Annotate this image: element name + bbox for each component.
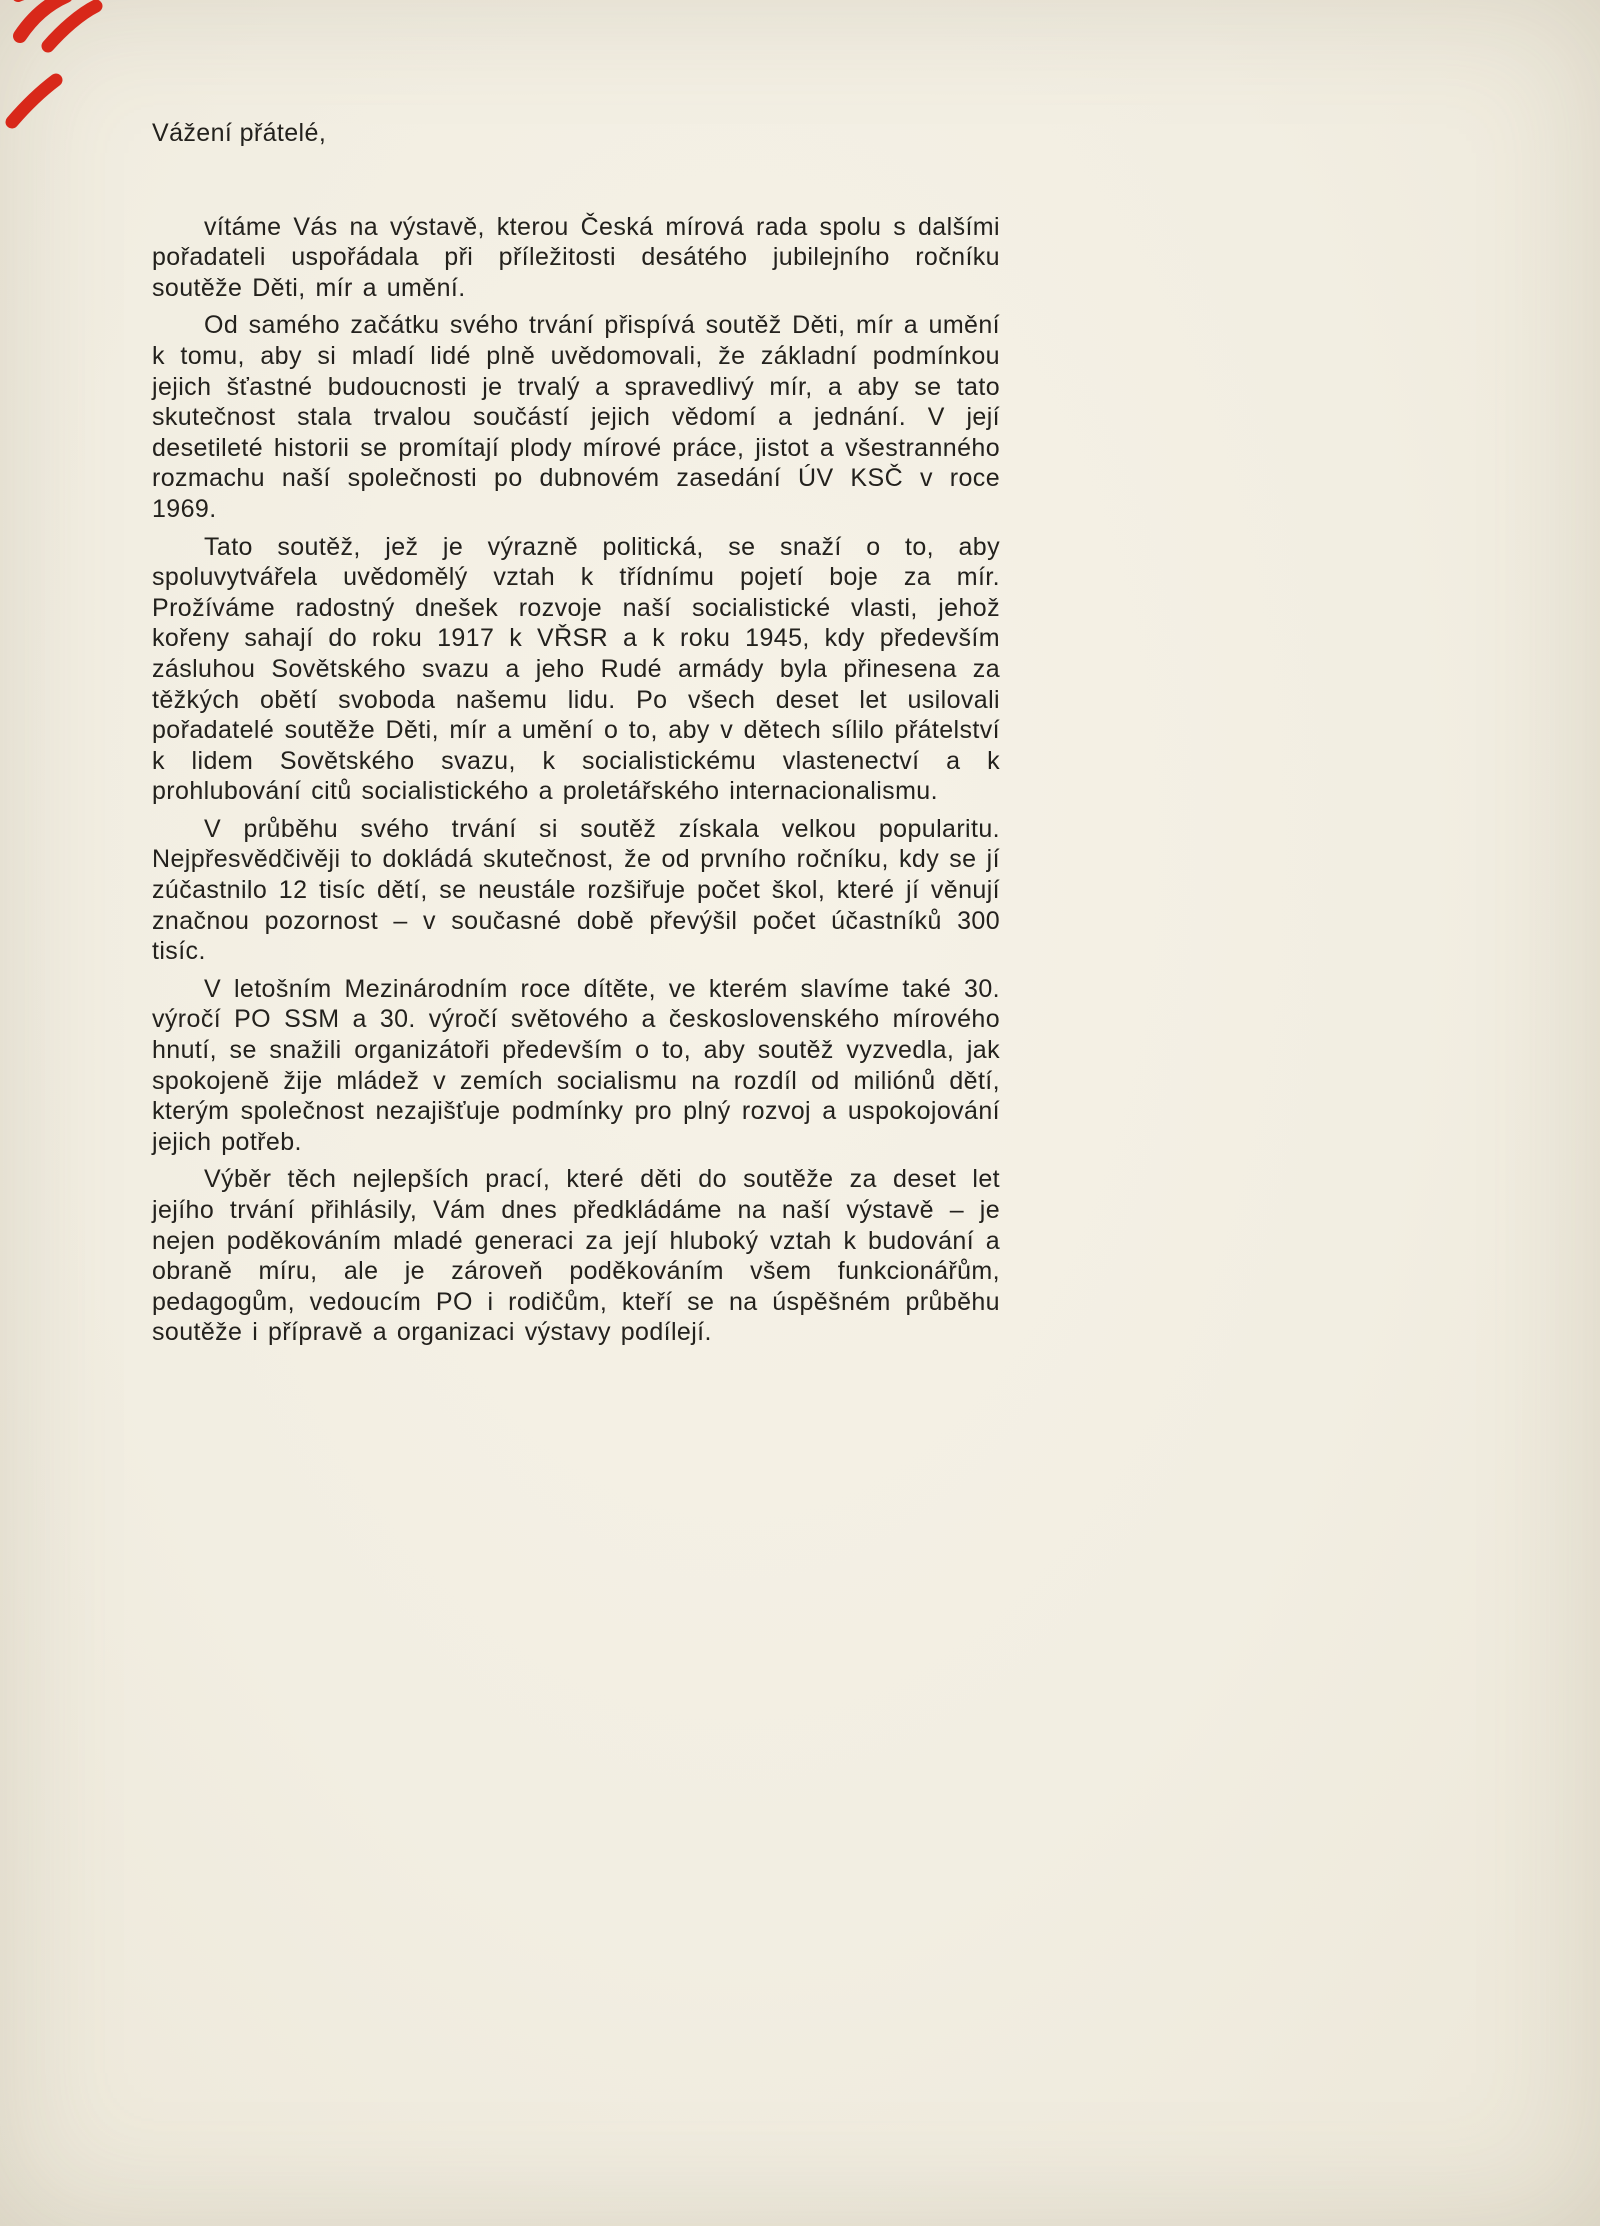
salutation: Vážení přátelé, <box>152 119 327 147</box>
red-pen-mark-lower-icon <box>2 70 82 132</box>
paragraph-1: vítáme Vás na výstavě, kterou Česká mírová rada spolu s dalšími pořadateli uspořádala při příležitosti desátého jubilejního ročníku soutěže Děti, mír a umění. <box>152 212 1000 302</box>
red-pen-mark-top-icon <box>4 0 114 62</box>
paragraph-2: Od samého začátku svého trvání přispívá soutěž Děti, mír a umění k tomu, aby si mladí lidé plně uvědomovali, že základní podmínkou jejich šťastné budoucnosti je trvalý a spravedlivý mír, a aby se tato skutečnost stala trvalou součástí jejich vědomí a jednání. V její desetileté historii se promítají plody mírové práce, jistot a všestranného rozmachu naší společnosti po dubnovém zasedání ÚV KSČ v roce 1969. <box>152 311 1000 523</box>
letter-body <box>152 118 1000 1355</box>
paragraph-6: Výběr těch nejlepších prací, které děti do soutěže za deset let jejího trvání přihlásily, Vám dnes předkládáme na naší výstavě – je nejen poděkováním mladé generaci za její hluboký vztah k budování a obraně míru, ale je zároveň poděkováním všem funkcionářům, pedagogům, vedoucím PO i rodičům, kteří se na úspěšném průběhu soutěže i přípravě a organizaci výstavy podílejí. <box>152 1165 1000 1347</box>
paragraph-5: V letošním Mezinárodním roce dítěte, ve kterém slavíme také 30. výročí PO SSM a 30. výročí světového a československého mírového hnutí, se snažili organizátoři především o to, aby soutěž vyzvedla, jak spokojeně žije mládež v zemích socialismu na rozdíl od miliónů dětí, kterým společnost nezajišťuje podmínky pro plný rozvoj a uspokojování jejich potřeb. <box>152 974 1000 1156</box>
paragraph-4: V průběhu svého trvání si soutěž získala velkou popularitu. Nejpřesvědčivěji to dokládá skutečnost, že od prvního ročníku, kdy se jí zúčastnilo 12 tisíc dětí, se neustále rozšiřuje počet škol, které jí věnují značnou pozornost – v současné době převýšil počet účastníků 300 tisíc. <box>152 814 1000 966</box>
paragraph-3: Tato soutěž, jež je výrazně politická, se snaží o to, aby spoluvytvářela uvědomělý vztah k třídnímu pojetí boje za mír. Prožíváme radostný dnešek rozvoje naší socialistické vlasti, jehož kořeny sahají do roku 1917 k VŘSR a k roku 1945, kdy především zásluhou Sovětského svazu a jeho Rudé armády byla přinesena za těžkých obětí svoboda našemu lidu. Po všech deset let usilovali pořadatelé soutěže Děti, mír a umění o to, aby v dětech sílilo přátelství k lidem Sovětského svazu, k socialistickému vlastenectví a k prohlubování citů socialistického a proletářského internacionalismu. <box>152 532 1000 806</box>
